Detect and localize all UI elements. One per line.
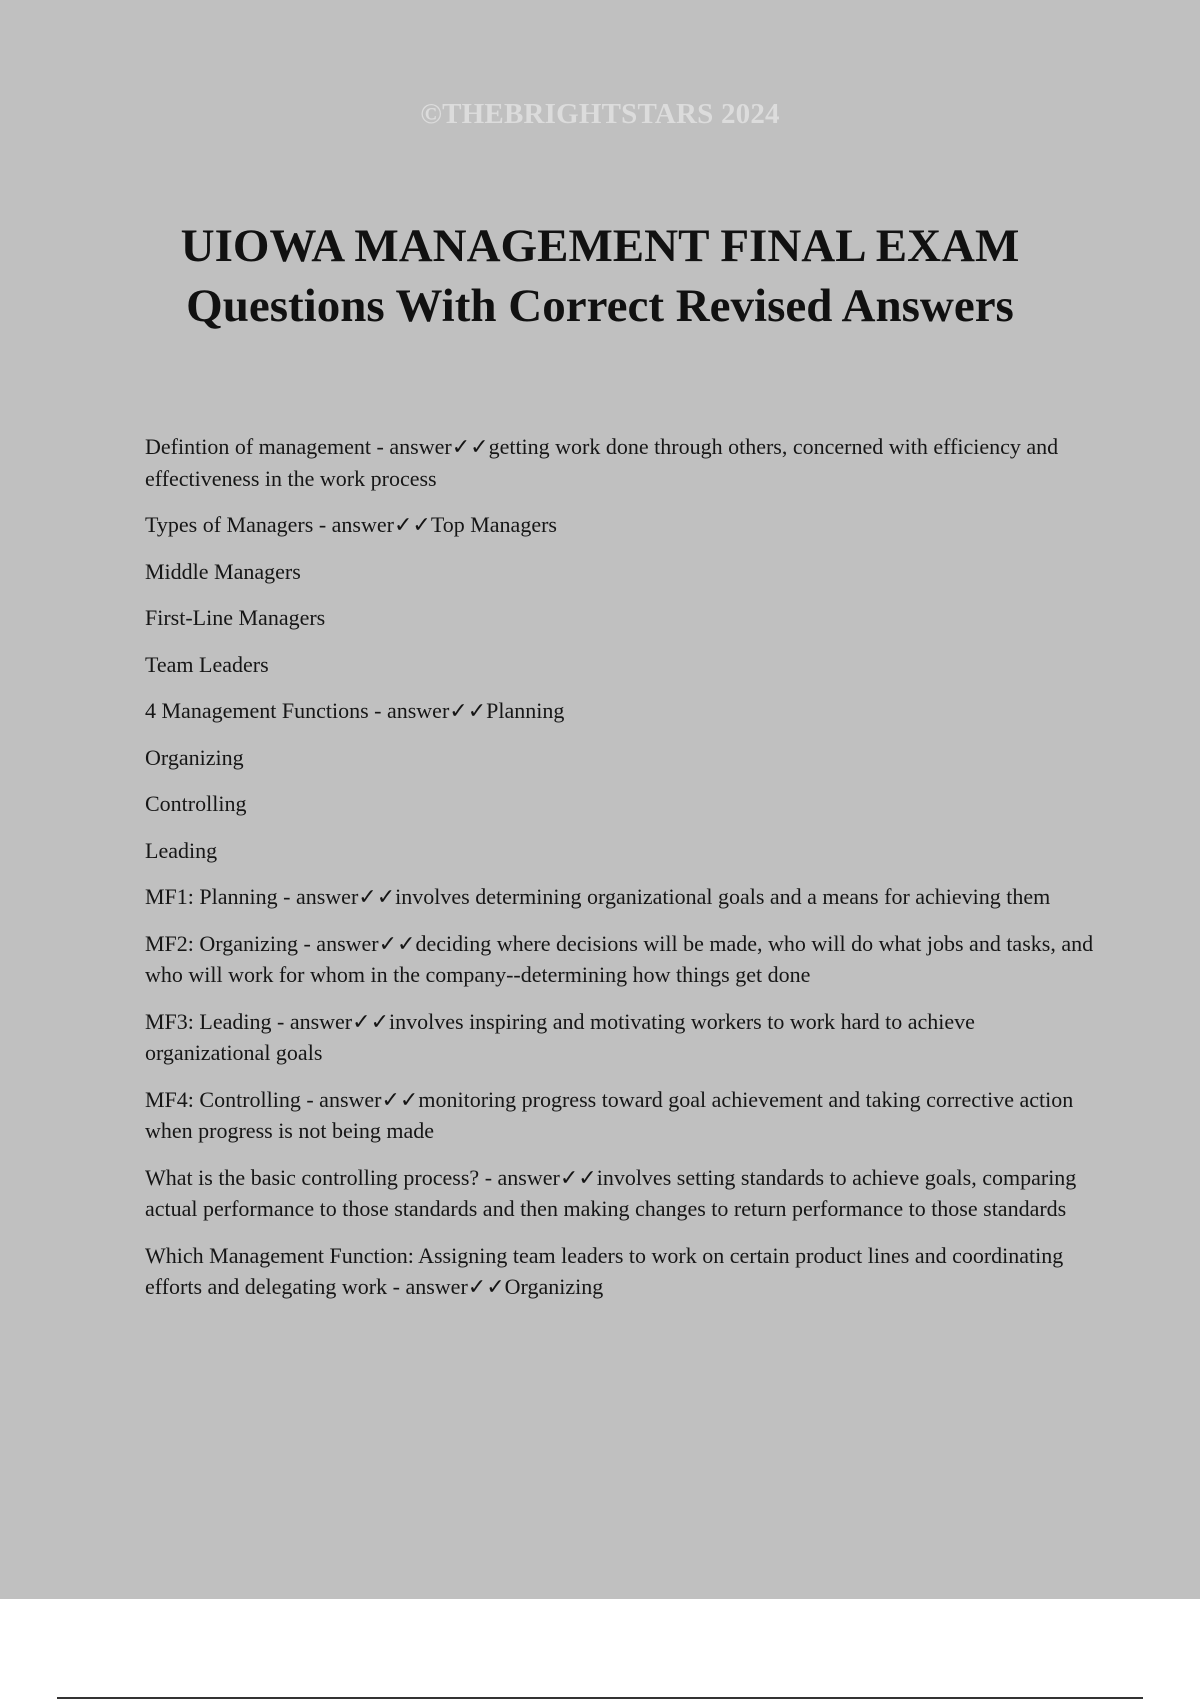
- check-mark-icon: ✓✓: [451, 434, 489, 459]
- footer-rule: [57, 1697, 1143, 1699]
- list-item: Leading: [145, 837, 218, 863]
- qa-item: Which Management Function: Assigning team leaders to work on certain product lines and coordinating efforts and delegating work - answer✓✓Organizing: [145, 1242, 1064, 1299]
- qa-item: 4 Management Functions - answer✓✓Planning: [145, 698, 565, 723]
- check-mark-icon: ✓✓: [559, 1164, 597, 1190]
- qa-list: [145, 431, 1095, 1318]
- title-line-2: Questions With Correct Revised Answers: [186, 280, 1014, 332]
- check-mark-icon: ✓✓: [467, 1274, 505, 1299]
- list-item: Team Leaders: [145, 651, 269, 677]
- qa-item: Types of Managers - answer✓✓Top Managers: [145, 512, 557, 537]
- check-mark-icon: ✓✓: [352, 1008, 390, 1034]
- list-item: First-Line Managers: [145, 605, 326, 630]
- qa-item: What is the basic controlling process? - answer✓✓involves setting standards to achieve goals, comparing actual performance to those standards and then making changes to return performance to those standards: [145, 1164, 1077, 1221]
- check-mark-icon: ✓✓: [449, 698, 487, 723]
- page-title: [100, 216, 1100, 336]
- qa-item: MF4: Controlling - answer✓✓monitoring progress toward goal achievement and taking corrective action when progress is not being made: [145, 1086, 1074, 1143]
- qa-item: MF2: Organizing - answer✓✓deciding where decisions will be made, who will do what jobs and tasks, and who will work for whom in the company--determining how things get done: [145, 930, 1094, 987]
- qa-item: MF3: Leading - answer✓✓involves inspiring and motivating workers to work hard to achieve organizational goals: [145, 1008, 975, 1065]
- qa-item: Defintion of management - answer✓✓getting work done through others, concerned with efficiency and effectiveness in the work process: [145, 434, 1059, 491]
- check-mark-icon: ✓✓: [381, 1086, 419, 1112]
- qa-item: MF1: Planning - answer✓✓involves determining organizational goals and a means for achieving them: [145, 884, 1051, 909]
- list-item: Organizing: [145, 744, 244, 770]
- copyright-watermark: ©THEBRIGHTSTARS 2024: [420, 98, 780, 130]
- list-item: Controlling: [145, 791, 247, 816]
- list-item: Middle Managers: [145, 558, 301, 584]
- check-mark-icon: ✓✓: [378, 930, 416, 956]
- check-mark-icon: ✓✓: [358, 884, 396, 909]
- check-mark-icon: ✓✓: [393, 512, 431, 537]
- title-line-1: UIOWA MANAGEMENT FINAL EXAM: [180, 220, 1020, 272]
